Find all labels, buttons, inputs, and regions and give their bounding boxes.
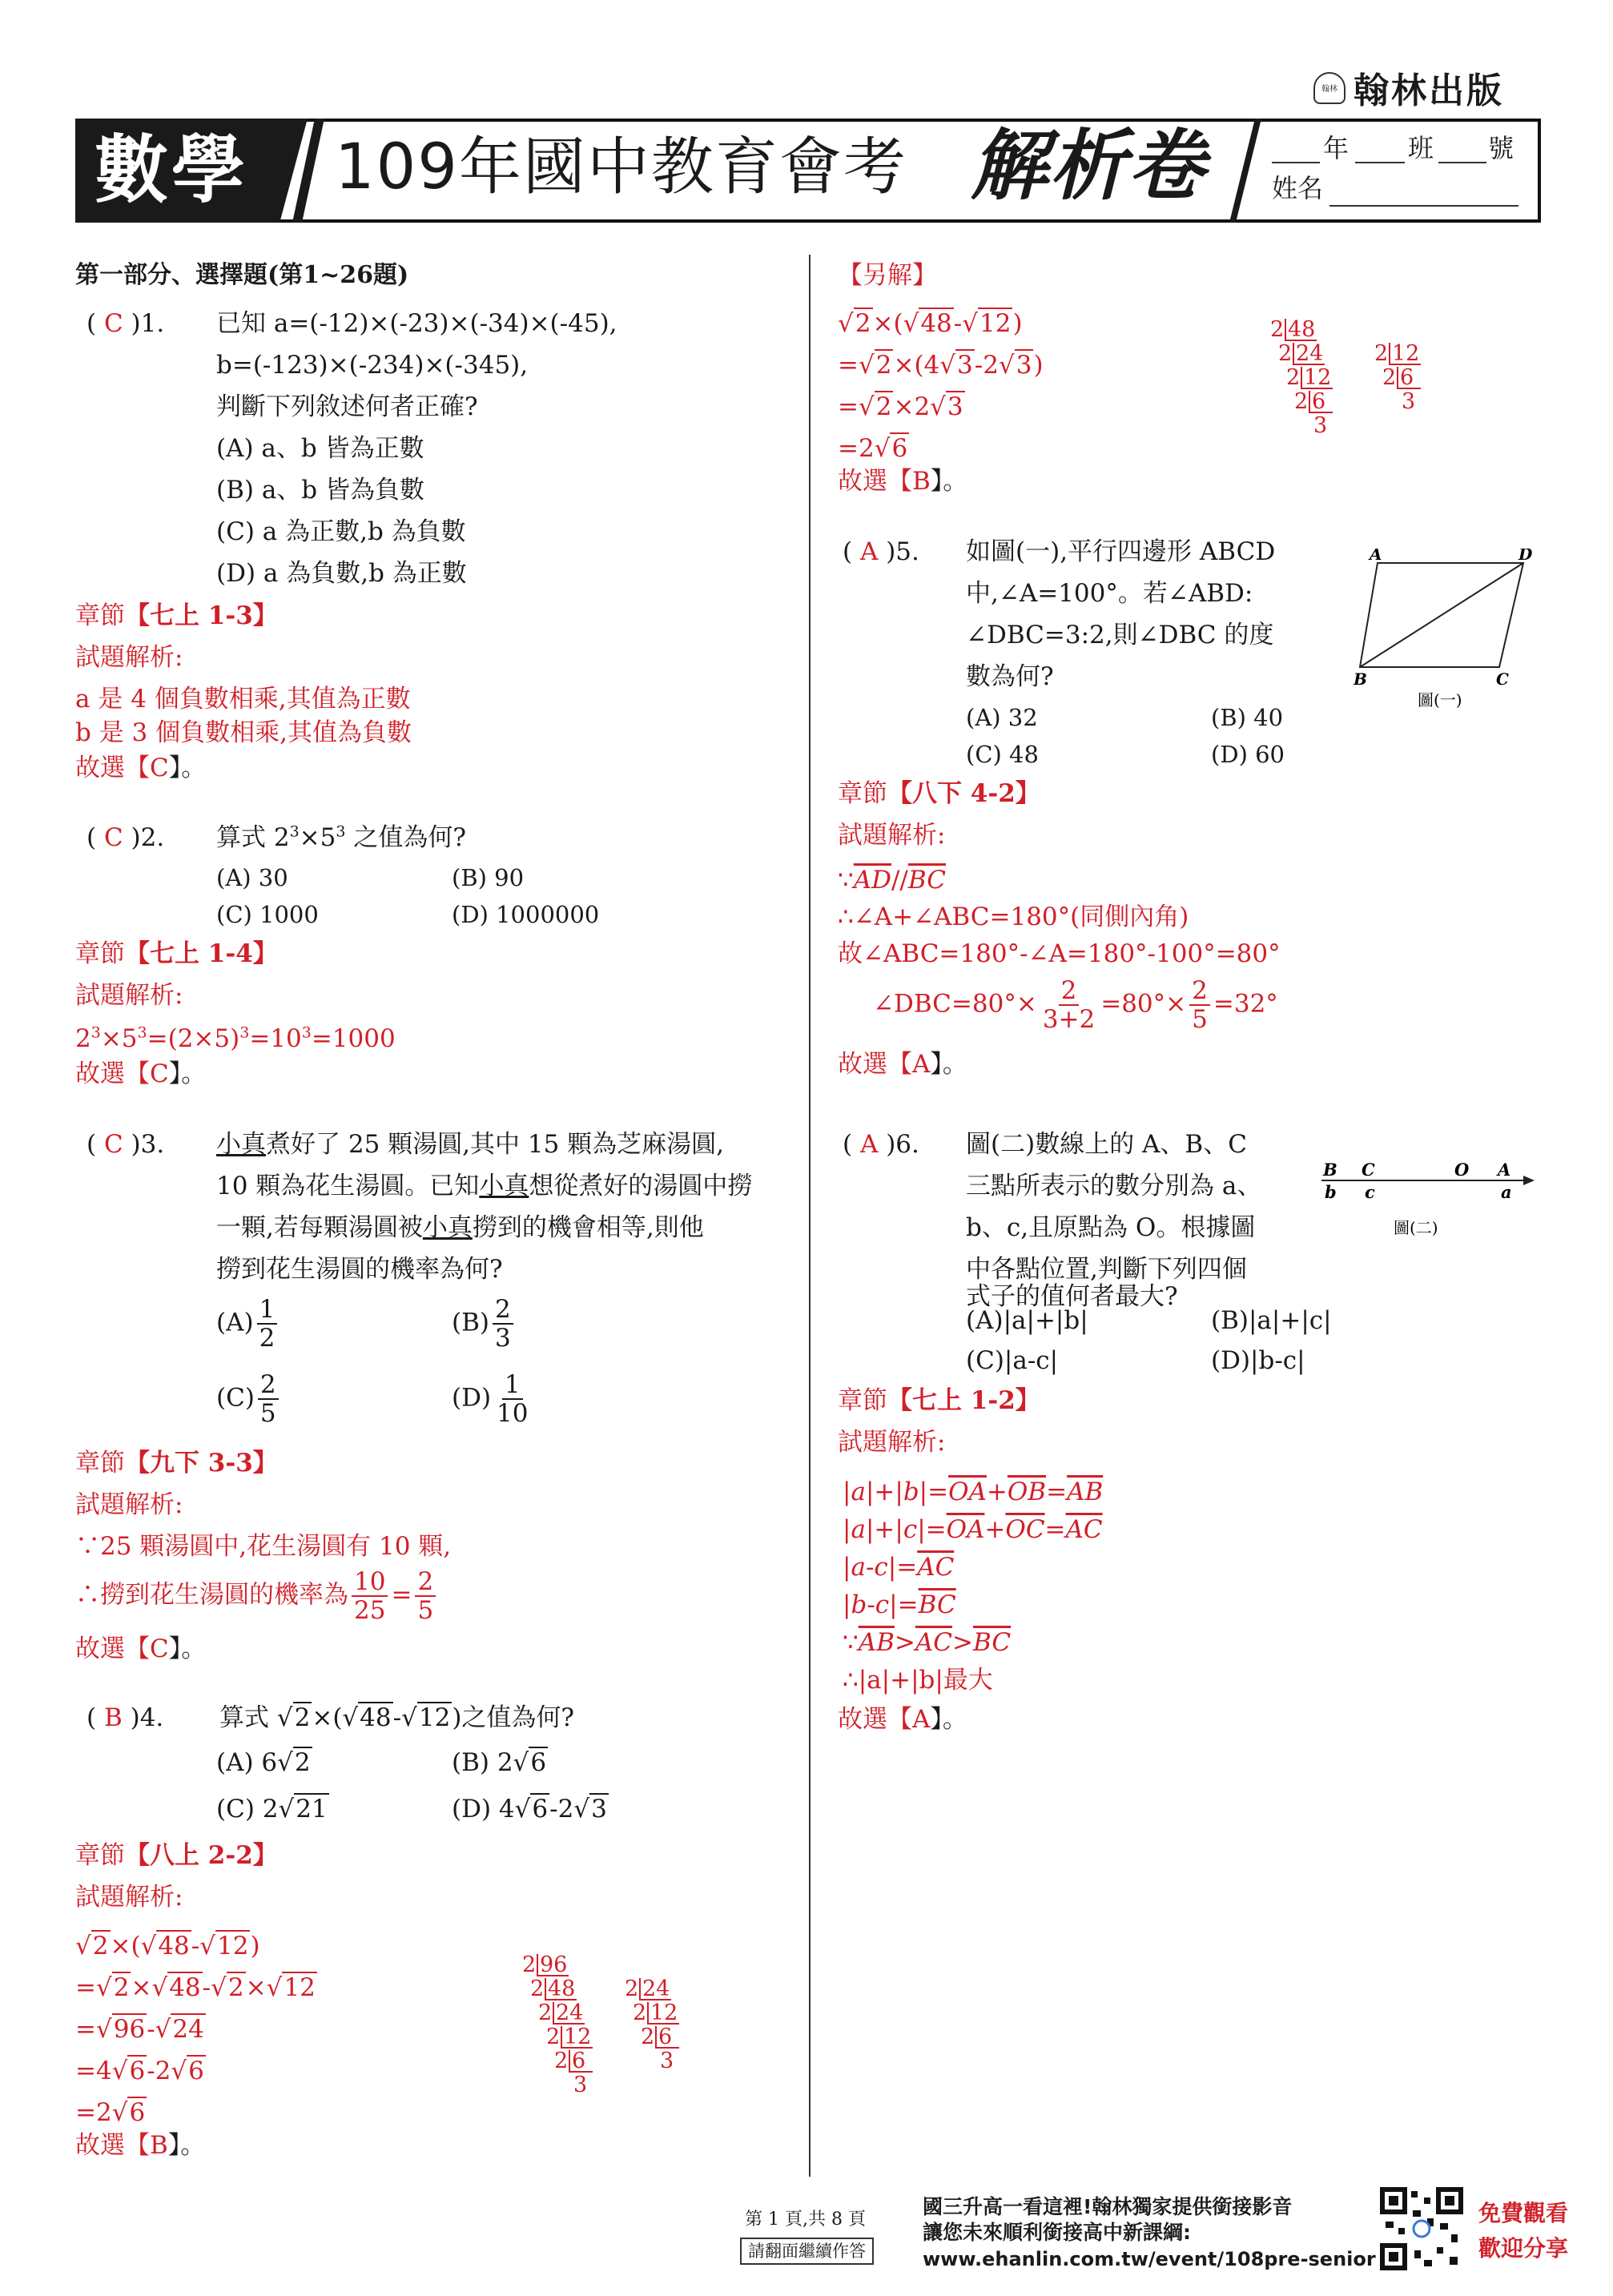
q5-chapter: 章節【八下 4-2】 <box>838 779 1040 808</box>
q2-option-c: (C) 1000 <box>216 901 319 928</box>
name-label: 姓名 <box>1272 173 1324 203</box>
q2-option-a: (A) 30 <box>216 864 288 891</box>
q6-analysis-label: 試題解析: <box>838 1428 946 1457</box>
q6-stem-1: 圖(二)數線上的 A、B、C <box>966 1130 1247 1159</box>
q6-conclusion: 故選【A】。 <box>838 1705 967 1734</box>
vertex-b: B <box>1354 669 1367 689</box>
q2-conclusion: 故選【C】。 <box>75 1060 207 1088</box>
figure-2-label: 圖(二) <box>1394 1218 1438 1237</box>
q1-solution-2: b 是 3 個負數相乘,其值為負數 <box>75 718 412 747</box>
point-c: C <box>1362 1160 1375 1180</box>
q1-option-d: (D) a 為負數,b 為正數 <box>216 559 467 588</box>
value-c: c <box>1365 1182 1375 1202</box>
q1-analysis-label: 試題解析: <box>75 643 183 672</box>
q3-stem-3: 一顆,若每顆湯圓被小真撈到的機會相等,則他 <box>216 1213 704 1242</box>
q4-analysis-label: 試題解析: <box>75 1883 183 1912</box>
vertex-c: C <box>1496 669 1509 689</box>
q6-option-a: (A)|a|+|b| <box>966 1306 1088 1335</box>
q3-analysis-label: 試題解析: <box>75 1490 183 1519</box>
q4-answer: ( B )4. <box>86 1703 164 1732</box>
q5-parallelogram-figure <box>1354 549 1538 709</box>
alt-solution-label: 【另解】 <box>838 261 937 290</box>
q2-option-d: (D) 1000000 <box>452 901 600 928</box>
q5-solution-3: 故∠ABC=180°-∠A=180°-100°=80° <box>838 939 1281 968</box>
q6-answer: ( A )6. <box>843 1130 919 1159</box>
year-field[interactable] <box>1272 162 1320 163</box>
q1-option-a: (A) a、b 皆為正數 <box>216 434 424 463</box>
q4-conclusion: 故選【B】。 <box>75 2131 206 2160</box>
q6-number-line-figure <box>1313 1160 1538 1240</box>
q1-option-b: (B) a、b 皆為負數 <box>216 476 425 505</box>
q3-option-b: (B) $\frac{2}{3}$ <box>452 1296 517 1352</box>
q5-conclusion: 故選【A】。 <box>838 1050 967 1079</box>
q4-stem: 算式 √2×(√48-√12)之值為何? <box>219 1703 575 1732</box>
q4-solution: √2×(√48-√12) =√2×√48-√2×√12 =√96-√24 =4√6-2√6 =2√6 <box>75 1932 316 2127</box>
q6-stem-5: 式子的值何者最大? <box>966 1282 1178 1311</box>
promo-line-2: 讓您未來順利銜接高中新課綱: <box>923 2221 1191 2244</box>
paper-type: 解析卷 <box>971 121 1206 211</box>
q5-stem-3: ∠DBC=3:2,則∠DBC 的度 <box>966 621 1274 649</box>
q2-answer: ( C )2. <box>86 823 165 852</box>
number-line-arrow <box>1523 1176 1535 1185</box>
q5-solution-4: ∠DBC=80°× $\frac{2}{3+2}$ =80°× $\frac{2}{5}$ =32° <box>873 976 1278 1035</box>
q1-chapter: 章節【七上 1-3】 <box>75 601 278 630</box>
promo-url[interactable]: www.ehanlin.com.tw/event/108pre-senior <box>923 2248 1376 2270</box>
q3-solution-2: ∴撈到花生湯圓的機率為 $\frac{10}{25}$ = $\frac{2}{5}$ <box>75 1568 439 1624</box>
q6-stem-4: 中各點位置,判斷下列四個 <box>966 1255 1247 1284</box>
q1-solution-1: a 是 4 個負數相乘,其值為正數 <box>75 685 411 714</box>
publisher-logo: 翰林 <box>1313 72 1346 104</box>
alt-conclusion: 故選【B】。 <box>838 467 968 496</box>
vertex-a: A <box>1370 549 1382 564</box>
column-divider <box>809 255 811 2177</box>
welcome-share: 歡迎分享 <box>1478 2235 1569 2262</box>
q3-option-a: (A) $\frac{1}{2}$ <box>216 1296 280 1352</box>
page-number: 第 1 頁,共 8 頁 <box>745 2210 866 2230</box>
q5-stem-4: 數為何? <box>966 662 1054 691</box>
q5-stem-2: 中,∠A=100°。若∠ABD: <box>966 579 1253 608</box>
q4-option-b: (B) 2√6 <box>452 1748 547 1777</box>
q5-analysis-label: 試題解析: <box>838 821 946 850</box>
qr-code[interactable] <box>1379 2186 1464 2271</box>
alt-ladder-48: 2 48 2 24 2 12 2 6 3 <box>1270 317 1332 438</box>
diagonal-bd <box>1360 563 1523 667</box>
q2-chapter: 章節【七上 1-4】 <box>75 939 278 968</box>
q3-chapter: 章節【九下 3-3】 <box>75 1449 278 1478</box>
point-o: O <box>1454 1160 1470 1180</box>
q6-option-b: (B)|a|+|c| <box>1211 1306 1332 1335</box>
q4-option-c: (C) 2√21 <box>216 1795 328 1824</box>
q6-option-d: (D)|b-c| <box>1211 1346 1305 1375</box>
q4-ladder-24: 2 24 2 12 2 6 3 <box>625 1976 678 2073</box>
free-watch: 免費觀看 <box>1478 2200 1569 2226</box>
q5-stem-1: 如圖(一),平行四邊形 ABCD <box>966 537 1276 566</box>
alt-solution: √2×(√48-√12) =√2×(4√3-2√3) =√2×2√3 =2√6 <box>838 309 1044 463</box>
q4-option-a: (A) 6√2 <box>216 1748 311 1777</box>
q4-ladder-96: 2 96 2 48 2 24 2 12 2 6 3 <box>522 1952 592 2097</box>
q5-option-c: (C) 48 <box>966 741 1039 768</box>
q2-stem: 算式 $2^3\times 5^3$ 之值為何? <box>216 822 466 852</box>
vertex-d: D <box>1518 549 1533 564</box>
q1-answer: ( C )1. <box>86 309 165 338</box>
number-label: 號 <box>1488 133 1514 163</box>
q6-stem-3: b、c,且原點為 O。根據圖 <box>966 1213 1256 1242</box>
class-field[interactable] <box>1355 162 1405 163</box>
publisher-name: 翰林出版 <box>1354 70 1504 111</box>
value-b: b <box>1325 1182 1337 1202</box>
q6-stem-2: 三點所表示的數分別為 a、 <box>966 1172 1262 1200</box>
name-field[interactable] <box>1329 205 1518 207</box>
q5-option-d: (D) 60 <box>1211 741 1285 768</box>
value-a: a <box>1501 1182 1512 1202</box>
q2-analysis-label: 試題解析: <box>75 981 183 1010</box>
promo-line-1: 國三升高一看這裡!翰林獨家提供銜接影音 <box>923 2195 1293 2218</box>
class-label: 班 <box>1408 133 1434 163</box>
subject-title: 數學 <box>95 127 249 213</box>
q5-answer: ( A )5. <box>843 537 919 566</box>
section-title: 第一部分、選擇題(第1~26題) <box>75 261 409 289</box>
q3-conclusion: 故選【C】。 <box>75 1635 207 1663</box>
q5-solution-2: ∴∠A+∠ABC=180°(同側內角) <box>838 903 1189 931</box>
turn-page-note: 請翻面繼續作答 <box>740 2238 874 2265</box>
q2-option-b: (B) 90 <box>452 864 525 891</box>
exam-title: 109年國中教育會考 <box>335 131 907 203</box>
year-label: 年 <box>1323 133 1350 163</box>
q4-option-d: (D) 4√6-2√3 <box>452 1795 607 1824</box>
point-a: A <box>1498 1160 1511 1180</box>
q1-option-c: (C) a 為正數,b 為負數 <box>216 517 466 546</box>
q3-option-c: (C) $\frac{2}{5}$ <box>216 1371 282 1427</box>
point-b: B <box>1323 1160 1337 1180</box>
number-field[interactable] <box>1438 162 1486 163</box>
q6-solution: $|a|+|b|=\overline{OA}+\overline{OB}=\overline{AB}$ $|a|+|c|=\overline{OA}+\overline{OC}=\overline{AC}$ $|a-c|=\overline{AC}$ $|b-c|=\overline{BC}$ $\because\overline{AB}>\overline{AC}>\overline{BC}$ ∴|a|+|b|最大 <box>843 1478 1104 1695</box>
q2-solution: $2^3\times 5^3=(2\times 5)^3=10^3=1000$ <box>75 1023 396 1053</box>
q3-solution-1: ∵25 顆湯圓中,花生湯圓有 10 顆, <box>75 1532 452 1561</box>
q3-stem-4: 撈到花生湯圓的機率為何? <box>216 1255 503 1284</box>
q5-option-b: (B) 40 <box>1211 704 1284 731</box>
q6-option-c: (C)|a-c| <box>966 1346 1059 1375</box>
q3-option-d: (D) $\frac{1}{10}$ <box>452 1370 529 1429</box>
q4-chapter: 章節【八上 2-2】 <box>75 1841 278 1870</box>
q3-answer: ( C )3. <box>86 1130 165 1159</box>
q6-chapter: 章節【七上 1-2】 <box>838 1386 1040 1415</box>
q5-option-a: (A) 32 <box>966 704 1038 731</box>
q1-conclusion: 故選【C】。 <box>75 754 207 782</box>
q5-solution-1: $\because\overline{AD}//\overline{BC}$ <box>838 866 946 895</box>
q1-stem-2: b=(-123)×(-234)×(-345), <box>216 351 529 380</box>
figure-1-label: 圖(一) <box>1418 690 1462 709</box>
q1-stem-1: 已知 a=(-12)×(-23)×(-34)×(-45), <box>216 309 617 338</box>
q3-stem-1: 小真煮好了 25 顆湯圓,其中 15 顆為芝麻湯圓, <box>216 1130 725 1159</box>
alt-ladder-12: 2 12 2 6 3 <box>1374 341 1420 414</box>
q3-stem-2: 10 顆為花生湯圓。已知小真想從煮好的湯圓中撈 <box>216 1172 753 1200</box>
q1-stem-3: 判斷下列敘述何者正確? <box>216 392 478 421</box>
